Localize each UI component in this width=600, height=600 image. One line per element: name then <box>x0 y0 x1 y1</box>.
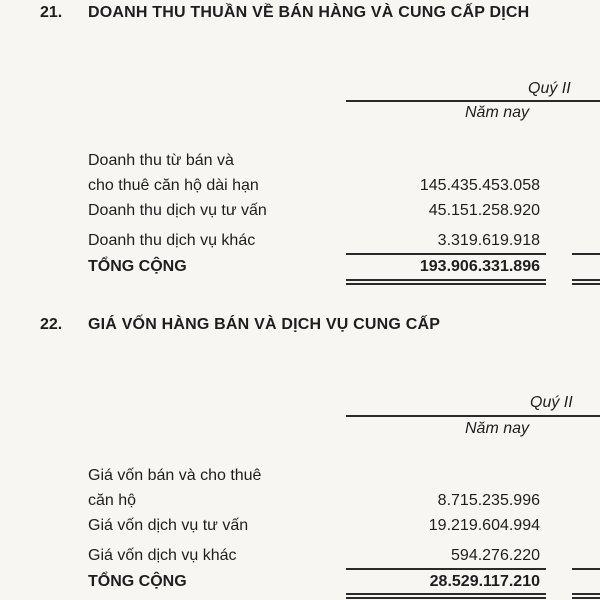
row-label: Giá vốn dịch vụ tư vấn <box>88 517 249 534</box>
section-number: 21. <box>40 4 63 21</box>
total-double-rule-bottom <box>346 283 546 285</box>
total-value: 28.529.117.210 <box>429 573 540 590</box>
row-label: Doanh thu dịch vụ tư vấn <box>88 202 267 219</box>
section-number: 22. <box>40 316 63 333</box>
total-double-rule-top <box>346 593 546 595</box>
subtotal-rule <box>346 568 546 570</box>
subtotal-rule <box>572 568 600 570</box>
section-title: GIÁ VỐN HÀNG BÁN VÀ DỊCH VỤ CUNG CẤP <box>88 316 441 333</box>
row-label: Doanh thu từ bán và <box>88 152 234 169</box>
section-title: DOANH THU THUẦN VỀ BÁN HÀNG VÀ CUNG CẤP DỊCH <box>88 4 530 21</box>
total-double-rule-bottom <box>572 597 600 599</box>
row-value: 3.319.619.918 <box>437 232 540 249</box>
total-double-rule-bottom <box>572 283 600 285</box>
subtotal-rule <box>572 253 600 255</box>
row-value: 8.715.235.996 <box>437 492 540 509</box>
row-label: căn hộ <box>88 492 137 509</box>
total-value: 193.906.331.896 <box>419 258 540 275</box>
column-label: Năm nay <box>465 104 530 121</box>
total-label: TỔNG CỘNG <box>88 573 187 590</box>
row-label: cho thuê căn hộ dài hạn <box>88 177 259 194</box>
row-label: Doanh thu dịch vụ khác <box>88 232 256 249</box>
total-double-rule-top <box>346 279 546 281</box>
subtotal-rule <box>346 253 546 255</box>
row-value: 45.151.258.920 <box>428 202 540 219</box>
total-double-rule-bottom <box>346 597 546 599</box>
row-value: 145.435.453.058 <box>419 177 540 194</box>
header-rule <box>346 415 600 417</box>
column-label: Năm nay <box>465 420 530 437</box>
header-rule <box>346 100 600 102</box>
row-value: 594.276.220 <box>451 547 540 564</box>
quarter-label: Quý II <box>528 80 571 97</box>
total-double-rule-top <box>572 279 600 281</box>
row-value: 19.219.604.994 <box>428 517 540 534</box>
total-label: TỔNG CỘNG <box>88 258 187 275</box>
quarter-label: Quý II <box>530 394 573 411</box>
total-double-rule-top <box>572 593 600 595</box>
row-label: Giá vốn bán và cho thuê <box>88 467 262 484</box>
row-label: Giá vốn dịch vụ khác <box>88 547 237 564</box>
